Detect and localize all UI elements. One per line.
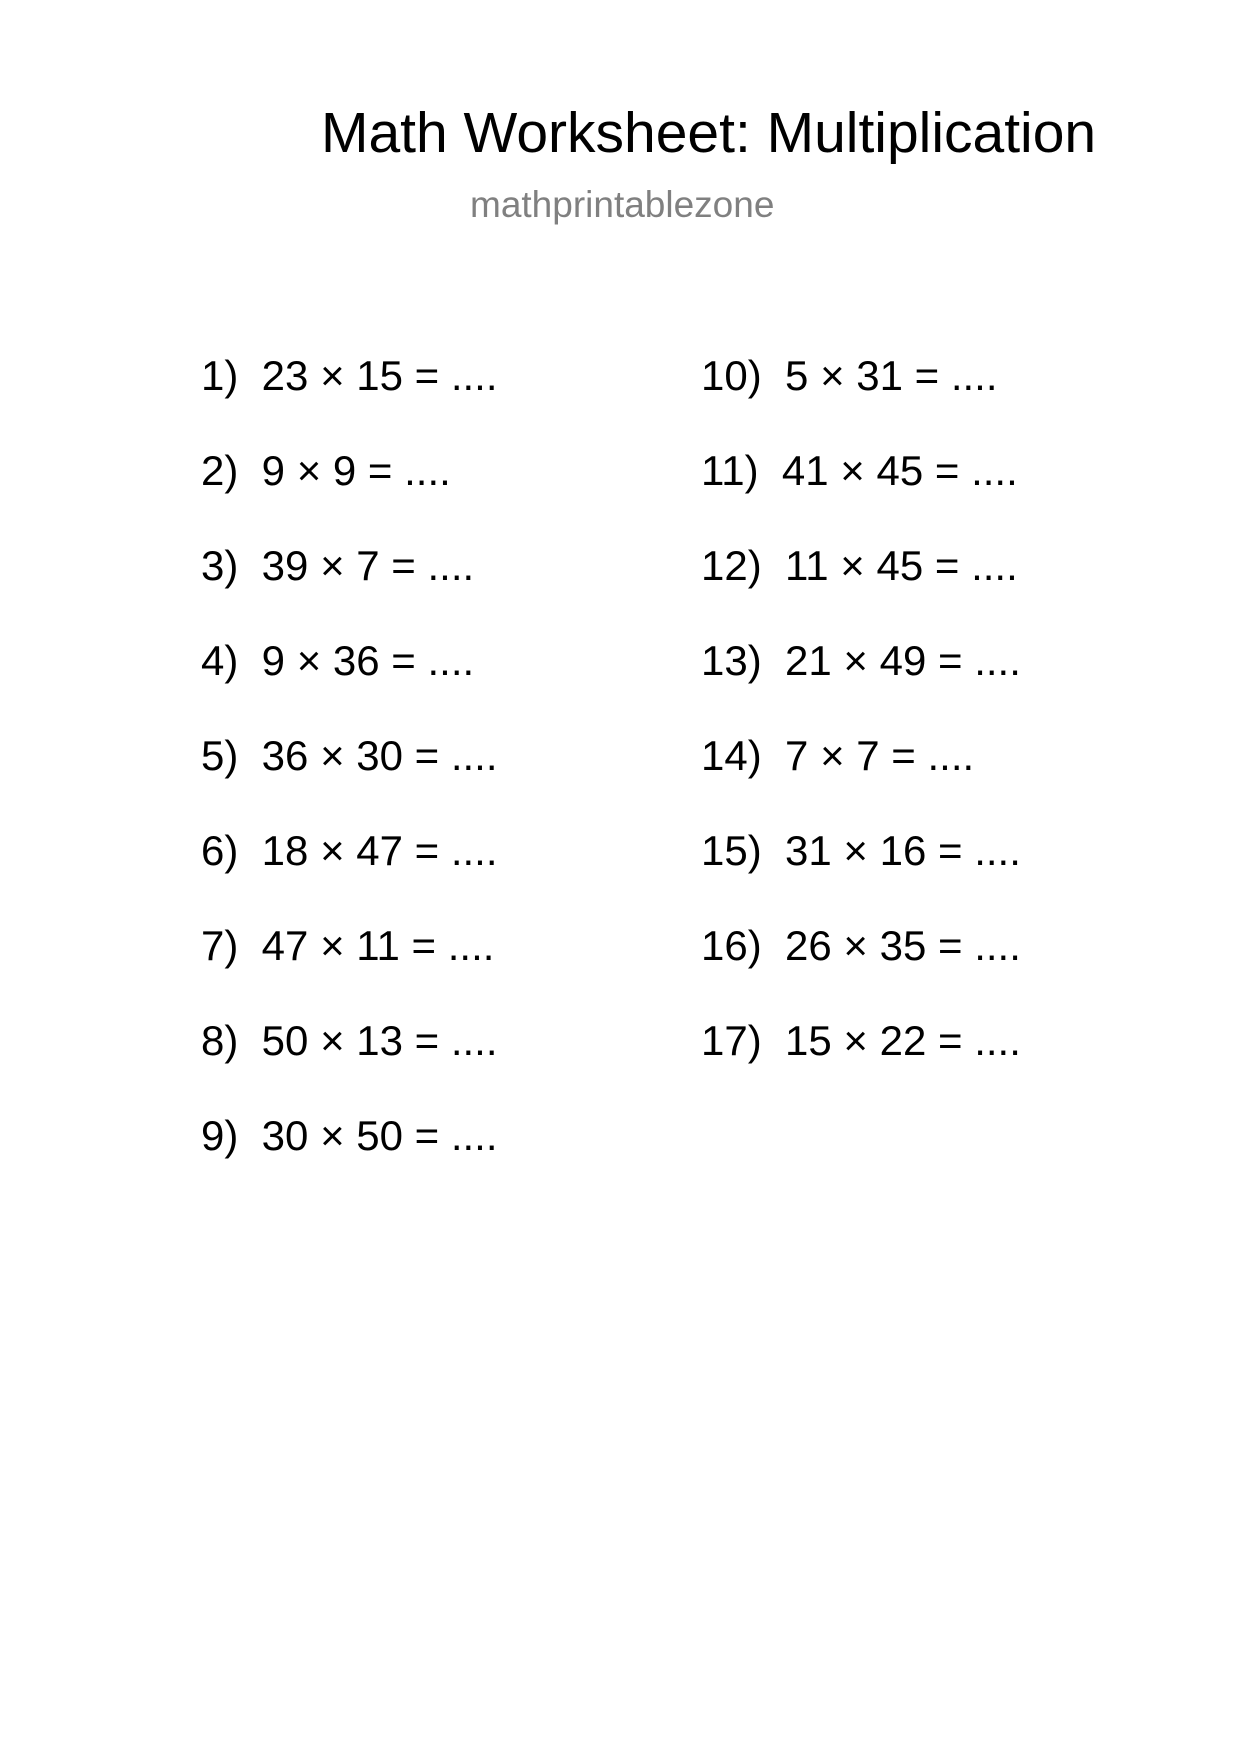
problem-item: 10) 5 × 31 = .... (701, 352, 998, 399)
problem-item: 7) 47 × 11 = .... (201, 922, 495, 969)
problem-item: 1) 23 × 15 = .... (201, 352, 498, 399)
problem-item: 2) 9 × 9 = .... (201, 447, 451, 494)
problem-item: 9) 30 × 50 = .... (201, 1112, 498, 1159)
problem-item: 6) 18 × 47 = .... (201, 827, 498, 874)
problem-item: 17) 15 × 22 = .... (701, 1017, 1021, 1064)
problem-item: 5) 36 × 30 = .... (201, 732, 498, 779)
problems-column-left (201, 351, 498, 1206)
problem-item: 4) 9 × 36 = .... (201, 637, 475, 684)
worksheet-subtitle: mathprintablezone (470, 184, 775, 225)
problem-item: 8) 50 × 13 = .... (201, 1017, 498, 1064)
problem-item: 12) 11 × 45 = .... (701, 542, 1018, 589)
problem-item: 14) 7 × 7 = .... (701, 732, 975, 779)
worksheet-title: Math Worksheet: Multiplication (321, 101, 1097, 165)
problem-item: 13) 21 × 49 = .... (701, 637, 1021, 684)
problem-item: 16) 26 × 35 = .... (701, 922, 1021, 969)
problem-item: 3) 39 × 7 = .... (201, 542, 475, 589)
problem-item: 11) 41 × 45 = .... (701, 447, 1018, 494)
problems-column-right (701, 351, 1021, 1111)
problem-item: 15) 31 × 16 = .... (701, 827, 1021, 874)
